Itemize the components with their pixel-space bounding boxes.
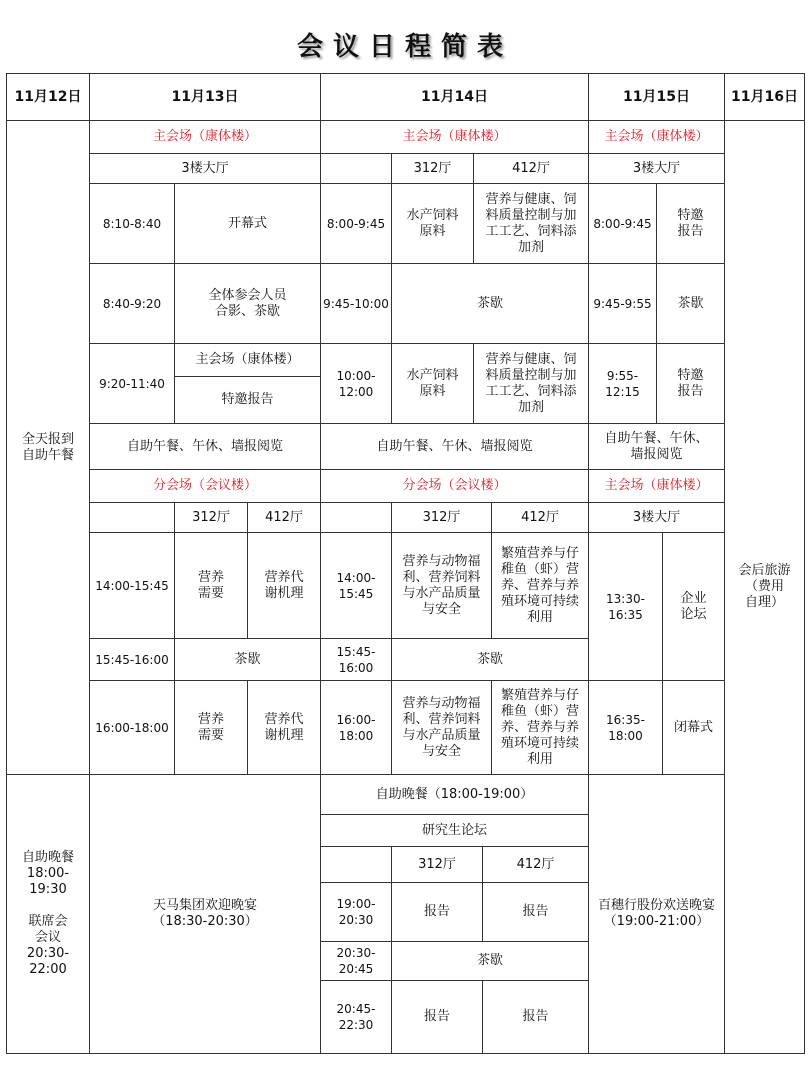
nov14-time-3: 10:00-12:00 xyxy=(320,343,392,424)
nov13-main-venue-2: 主会场（康体楼） xyxy=(174,343,321,377)
nov15-hall3-b: 3楼大厅 xyxy=(588,502,725,533)
nov12-evening: 自助晚餐 18:00-19:30 联席会 会议 20:30-22:00 xyxy=(6,774,90,1054)
nov14-hall412-c: 412厅 xyxy=(482,846,589,883)
nov13-nutrition-needs-2: 营养 需要 xyxy=(174,680,248,775)
nov13-hall412: 412厅 xyxy=(247,502,321,533)
nov15-hall3: 3楼大厅 xyxy=(588,153,725,184)
nov13-time-6: 16:00-18:00 xyxy=(89,680,175,775)
nov15-enterprise-forum: 企业 论坛 xyxy=(662,532,725,681)
nov14-report-3: 报告 xyxy=(391,980,483,1054)
nov14-health-2: 营养与健康、饲 料质量控制与加 工工艺、饲料添 加剂 xyxy=(473,343,589,424)
nov13-sub-venue: 分会场（会议楼） xyxy=(89,469,321,503)
nov14-aquafeed-2: 水产饲料 原料 xyxy=(391,343,474,424)
nov14-time-7: 19:00-20:30 xyxy=(320,882,392,942)
nov14-aquafeed-1: 水产饲料 原料 xyxy=(391,183,474,264)
nov13-group-photo: 全体参会人员 合影、茶歇 xyxy=(174,263,321,344)
nov14-sub-venue: 分会场（会议楼） xyxy=(320,469,589,503)
header-nov16: 11月16日 xyxy=(724,73,805,121)
nov14-time-5: 15:45-16:00 xyxy=(320,638,392,681)
header-nov13: 11月13日 xyxy=(89,73,321,121)
nov15-special-2: 特邀 报告 xyxy=(656,343,725,424)
nov13-time-2: 8:40-9:20 xyxy=(89,263,175,344)
nov15-time-3: 9:55-12:15 xyxy=(588,343,657,424)
nov14-grad-forum: 研究生论坛 xyxy=(320,814,589,847)
nov14-welfare-1: 营养与动物福 利、营养饲料 与水产品质量 与安全 xyxy=(391,532,492,639)
nov15-time-2: 9:45-9:55 xyxy=(588,263,657,344)
nov14-report-1: 报告 xyxy=(391,882,483,942)
nov14-hall412: 412厅 xyxy=(473,153,589,184)
nov14-time-2: 9:45-10:00 xyxy=(320,263,392,344)
nov12-registration: 全天报到 自助午餐 xyxy=(6,120,90,775)
nov14-breeding-1: 繁殖营养与仔 稚鱼（虾）营 养、营养与养 殖环境可持续 利用 xyxy=(491,532,589,639)
nov14-breeding-2: 繁殖营养与仔 稚鱼（虾）营 养、营养与养 殖环境可持续 利用 xyxy=(491,680,589,775)
nov16-tour: 会后旅游 （费用 自理） xyxy=(724,120,805,1054)
nov15-closing: 闭幕式 xyxy=(662,680,725,775)
nov13-special-report: 特邀报告 xyxy=(174,376,321,424)
nov14-time-1: 8:00-9:45 xyxy=(320,183,392,264)
nov14-hall312: 312厅 xyxy=(391,153,474,184)
nov13-time-3: 9:20-11:40 xyxy=(89,343,175,424)
nov13-hall312: 312厅 xyxy=(174,502,248,533)
nov15-time-4: 13:30-16:35 xyxy=(588,532,663,681)
nov13-blank xyxy=(89,502,175,533)
nov13-main-venue: 主会场（康体楼） xyxy=(89,120,321,154)
nov15-tea-break: 茶歇 xyxy=(656,263,725,344)
nov14-health-1: 营养与健康、饲 料质量控制与加 工工艺、饲料添 加剂 xyxy=(473,183,589,264)
nov13-welcome-dinner: 天马集团欢迎晚宴 （18:30-20:30） xyxy=(89,774,321,1054)
nov14-hall312-b: 312厅 xyxy=(391,502,492,533)
nov14-tea-break-1: 茶歇 xyxy=(391,263,589,344)
nov14-welfare-2: 营养与动物福 利、营养饲料 与水产品质量 与安全 xyxy=(391,680,492,775)
nov13-nutrition-needs-1: 营养 需要 xyxy=(174,532,248,639)
nov13-lunch: 自助午餐、午休、墙报阅览 xyxy=(89,423,321,470)
nov15-main-venue-2: 主会场（康体楼） xyxy=(588,469,725,503)
nov15-time-1: 8:00-9:45 xyxy=(588,183,657,264)
nov15-lunch: 自助午餐、午休、 墙报阅览 xyxy=(588,423,725,470)
nov13-hall3: 3楼大厅 xyxy=(89,153,321,184)
header-nov12: 11月12日 xyxy=(6,73,90,121)
header-nov15: 11月15日 xyxy=(588,73,725,121)
header-nov14: 11月14日 xyxy=(320,73,589,121)
nov15-special-1: 特邀 报告 xyxy=(656,183,725,264)
nov15-time-5: 16:35-18:00 xyxy=(588,680,663,775)
nov13-metabolism-2: 营养代 谢机理 xyxy=(247,680,321,775)
nov14-time-6: 16:00-18:00 xyxy=(320,680,392,775)
nov14-time-8: 20:30-20:45 xyxy=(320,941,392,981)
nov14-blank-3 xyxy=(320,846,392,883)
nov13-time-4: 14:00-15:45 xyxy=(89,532,175,639)
nov14-dinner: 自助晚餐（18:00-19:00） xyxy=(320,774,589,815)
nov13-time-5: 15:45-16:00 xyxy=(89,638,175,681)
nov13-tea-break: 茶歇 xyxy=(174,638,321,681)
nov14-hall312-c: 312厅 xyxy=(391,846,483,883)
nov14-report-2: 报告 xyxy=(482,882,589,942)
nov14-tea-break-3: 茶歇 xyxy=(391,941,589,981)
nov14-blank-2 xyxy=(320,502,392,533)
page-title: 会议日程简表 xyxy=(296,32,513,62)
nov14-tea-break-2: 茶歇 xyxy=(391,638,589,681)
nov14-hall412-b: 412厅 xyxy=(491,502,589,533)
nov15-farewell-dinner: 百穗行股份欢送晚宴 （19:00-21:00） xyxy=(588,774,725,1054)
nov14-lunch: 自助午餐、午休、墙报阅览 xyxy=(320,423,589,470)
nov14-time-4: 14:00-15:45 xyxy=(320,532,392,639)
nov14-time-9: 20:45-22:30 xyxy=(320,980,392,1054)
nov13-metabolism-1: 营养代 谢机理 xyxy=(247,532,321,639)
nov13-opening: 开幕式 xyxy=(174,183,321,264)
nov14-blank-1 xyxy=(320,153,392,184)
nov14-report-4: 报告 xyxy=(482,980,589,1054)
nov13-time-1: 8:10-8:40 xyxy=(89,183,175,264)
nov15-main-venue: 主会场（康体楼） xyxy=(588,120,725,154)
nov14-main-venue: 主会场（康体楼） xyxy=(320,120,589,154)
